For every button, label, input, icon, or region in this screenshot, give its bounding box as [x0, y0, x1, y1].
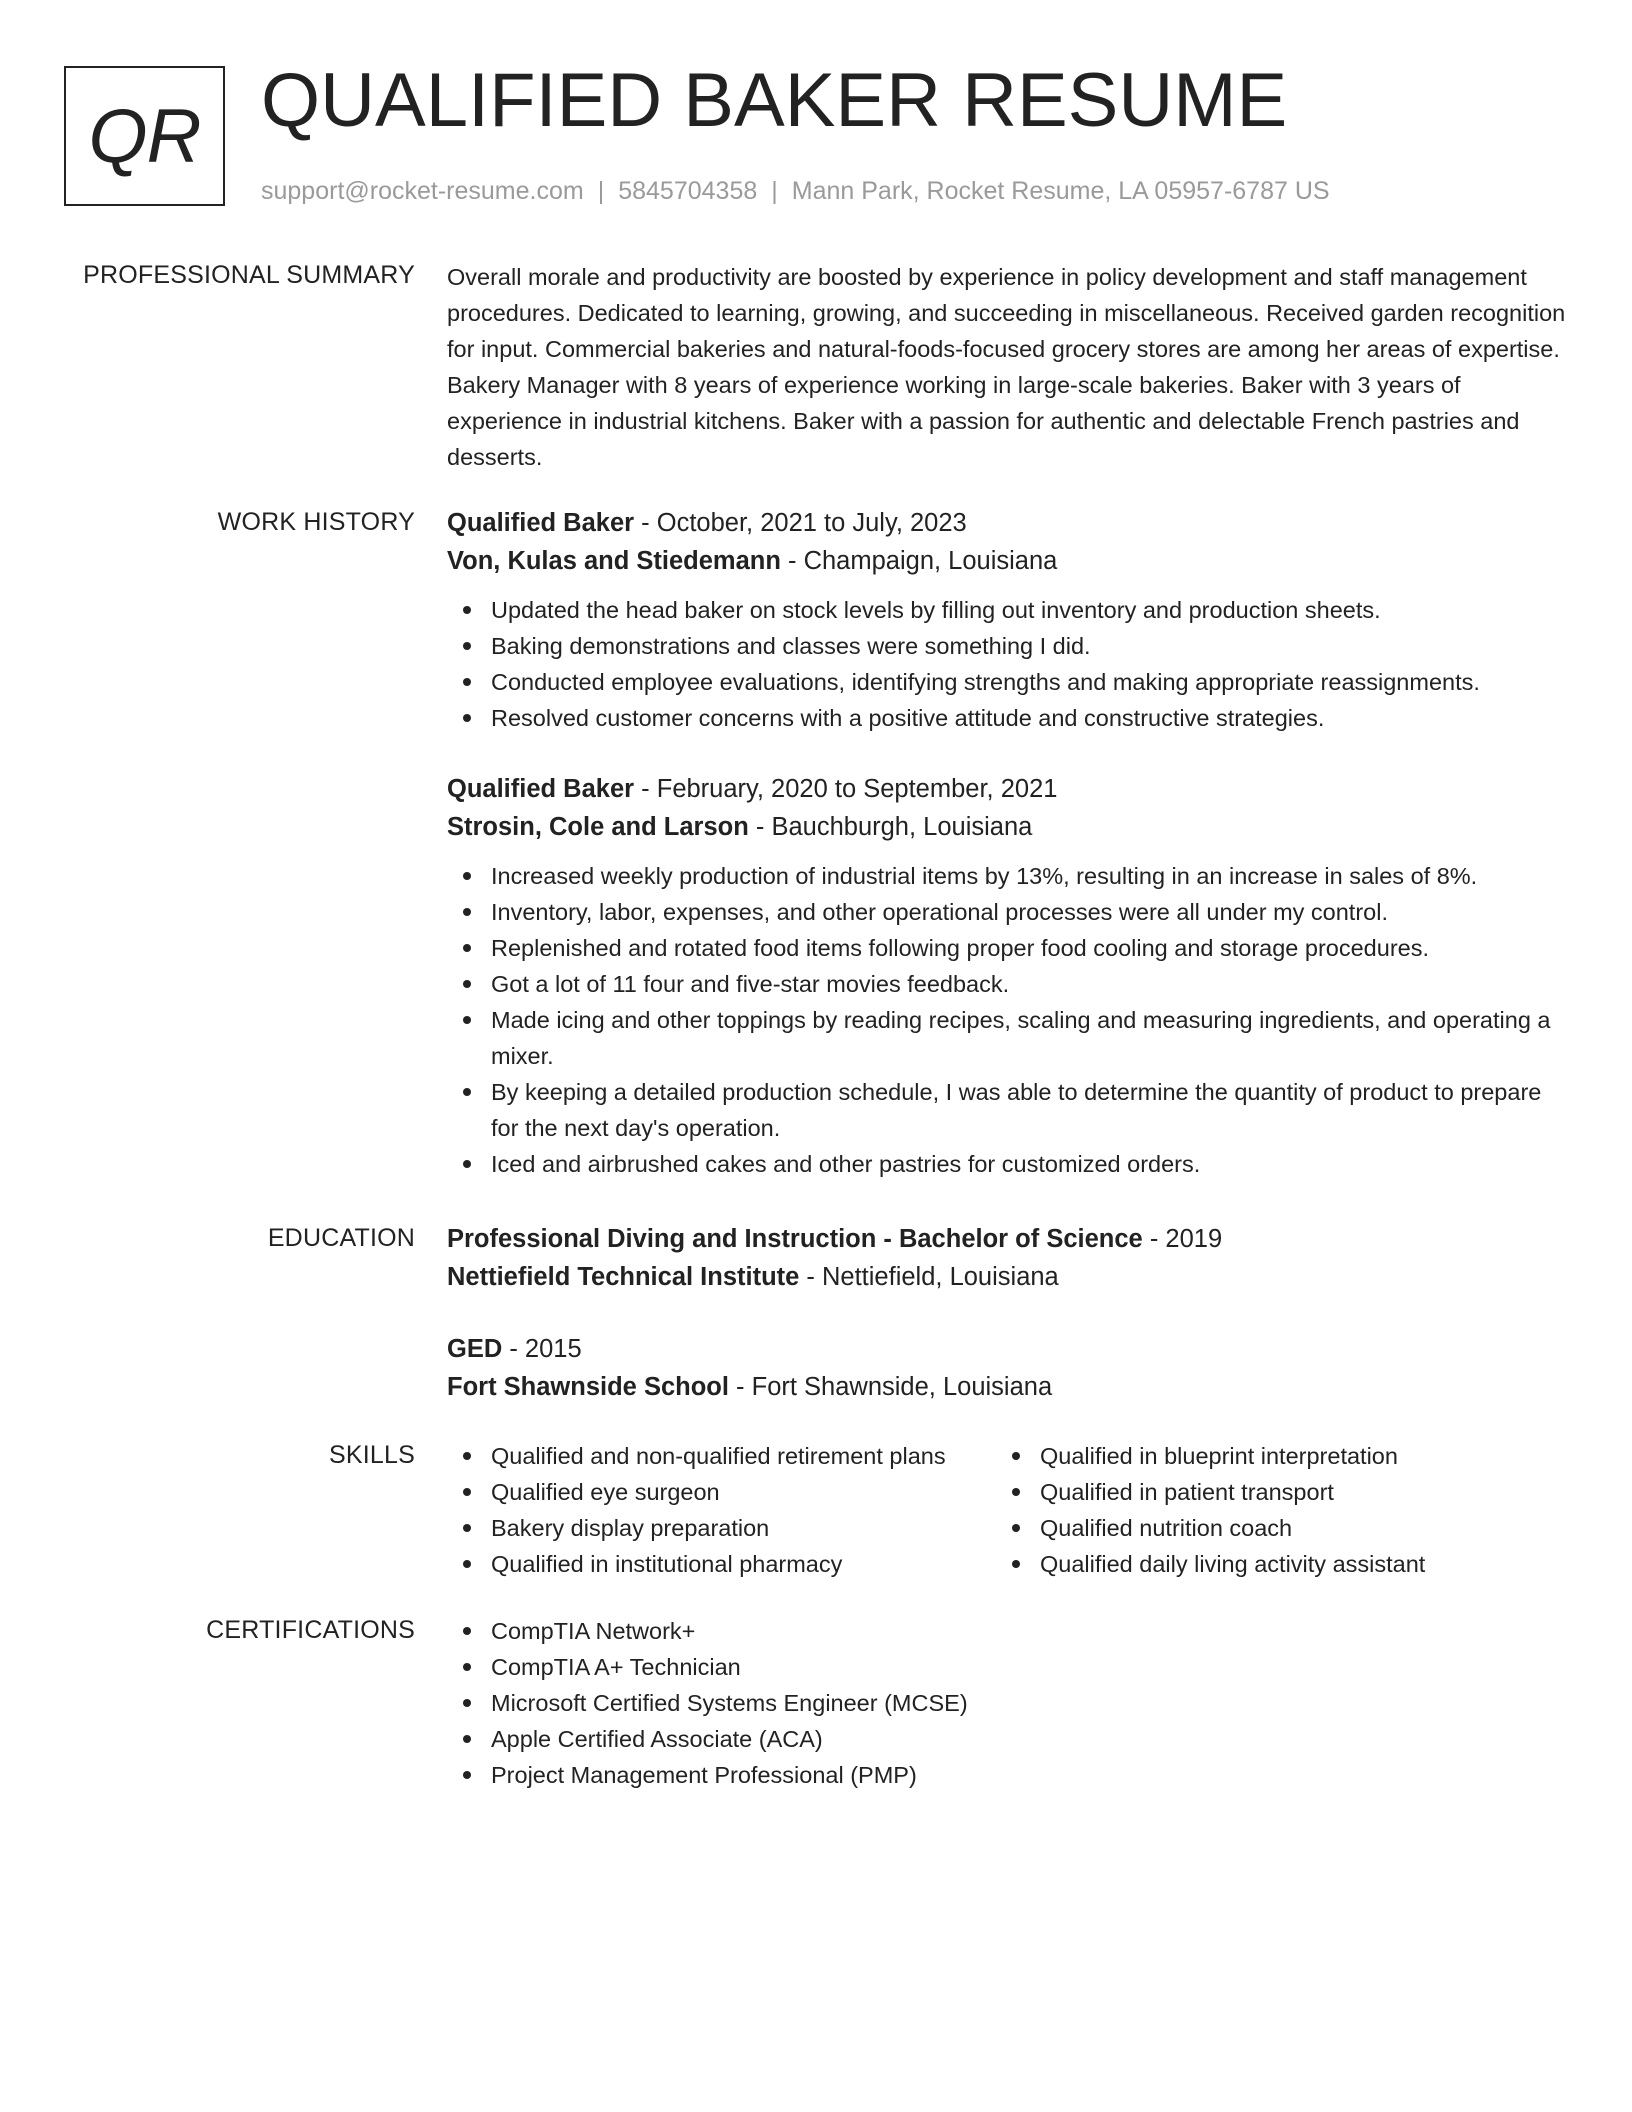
job-bullet: Updated the head baker on stock levels by filling out inventory and production sheets. [447, 592, 1567, 628]
job-bullet: Got a lot of 11 four and five-star movies feedback. [447, 966, 1567, 1002]
job-bullet: Baking demonstrations and classes were something I did. [447, 628, 1567, 664]
resume-title: QUALIFIED BAKER RESUME [261, 58, 1288, 143]
job-bullets [447, 592, 1567, 736]
job-title: Qualified Baker [447, 775, 635, 803]
section-heading: SKILLS [329, 1441, 415, 1469]
job-title-line [447, 504, 1567, 542]
job-location: - Champaign, Louisiana [780, 547, 1058, 575]
job-title: Qualified Baker [447, 509, 635, 537]
certification-item: CompTIA Network+ [447, 1613, 1567, 1649]
school-location: - Nettiefield, Louisiana [799, 1263, 1059, 1291]
skills-list [996, 1438, 1516, 1582]
job-bullet: Conducted employee evaluations, identifying strengths and making appropriate reassignments. [447, 664, 1567, 700]
job-bullet: Increased weekly production of industrial items by 13%, resulting in an increase in sales of 8%. [447, 858, 1567, 894]
contact-line [261, 174, 1330, 208]
job-entry [447, 504, 1567, 736]
job-title-line [447, 770, 1567, 808]
job-company-line [447, 542, 1567, 580]
job-bullet: Inventory, labor, expenses, and other operational processes were all under my control. [447, 894, 1567, 930]
degree-name: GED [447, 1335, 503, 1363]
job-bullet: Made icing and other toppings by reading recipes, scaling and measuring ingredients, and operating a mixer. [447, 1002, 1567, 1074]
job-company: Von, Kulas and Stiedemann [447, 547, 781, 575]
school-line [447, 1368, 1567, 1406]
certification-item: Apple Certified Associate (ACA) [447, 1721, 1567, 1757]
skill-item: Qualified eye surgeon [447, 1474, 996, 1510]
degree-year: - 2015 [502, 1335, 582, 1363]
education-entry [447, 1220, 1567, 1296]
section-heading: CERTIFICATIONS [206, 1616, 415, 1644]
degree-line [447, 1220, 1567, 1258]
certification-item: Microsoft Certified Systems Engineer (MCSE) [447, 1685, 1567, 1721]
contact-email: support@rocket-resume.com [261, 177, 584, 205]
job-dates: - October, 2021 to July, 2023 [634, 509, 967, 537]
job-location: - Bauchburgh, Louisiana [748, 813, 1033, 841]
certification-item: CompTIA A+ Technician [447, 1649, 1567, 1685]
skill-item: Qualified in blueprint interpretation [996, 1438, 1516, 1474]
section-heading: WORK HISTORY [217, 508, 415, 536]
skills-list [447, 1438, 996, 1582]
skill-item: Qualified and non-qualified retirement plans [447, 1438, 996, 1474]
skill-item: Bakery display preparation [447, 1510, 996, 1546]
certification-item: Project Management Professional (PMP) [447, 1757, 1567, 1793]
job-company: Strosin, Cole and Larson [447, 813, 749, 841]
job-dates: - February, 2020 to September, 2021 [634, 775, 1058, 803]
degree-line [447, 1330, 1567, 1368]
skill-item: Qualified daily living activity assistant [996, 1546, 1516, 1582]
monogram-logo: QR [64, 66, 225, 206]
school-location: - Fort Shawnside, Louisiana [728, 1373, 1053, 1401]
skill-item: Qualified in patient transport [996, 1474, 1516, 1510]
contact-separator: | [597, 177, 605, 205]
school-name: Fort Shawnside School [447, 1373, 729, 1401]
job-bullet: Iced and airbrushed cakes and other pastries for customized orders. [447, 1146, 1567, 1182]
job-bullet: Replenished and rotated food items following proper food cooling and storage procedures. [447, 930, 1567, 966]
school-name: Nettiefield Technical Institute [447, 1263, 800, 1291]
contact-address: Mann Park, Rocket Resume, LA 05957-6787 US [791, 177, 1330, 205]
job-entry [447, 770, 1567, 1182]
summary-text: Overall morale and productivity are boosted by experience in policy development and staff management procedures. Dedicated to learning, growing, and succeeding in miscellaneous. Received garden recognition for input. Commercial bakeries and natural-foods-focused grocery stores are among her areas of expertise. Bakery Manager with 8 years of experience working in large-scale bakeries. Baker with 3 years of experience in industrial kitchens. Baker with a passion for authentic and delectable French pastries and desserts. [447, 264, 1566, 470]
section-heading: EDUCATION [267, 1224, 415, 1252]
skill-item: Qualified in institutional pharmacy [447, 1546, 996, 1582]
school-line [447, 1258, 1567, 1296]
degree-year: - 2019 [1142, 1225, 1223, 1253]
education-entry [447, 1330, 1567, 1406]
degree-name: Professional Diving and Instruction - Bachelor of Science [447, 1225, 1143, 1253]
section-heading: PROFESSIONAL SUMMARY [83, 261, 415, 289]
skill-item: Qualified nutrition coach [996, 1510, 1516, 1546]
job-company-line [447, 808, 1567, 846]
contact-separator: | [771, 177, 778, 205]
job-bullet: By keeping a detailed production schedule, I was able to determine the quantity of product to prepare for the next day's operation. [447, 1074, 1567, 1146]
contact-phone: 5845704358 [618, 177, 758, 205]
job-bullets [447, 858, 1567, 1182]
job-bullet: Resolved customer concerns with a positive attitude and constructive strategies. [447, 700, 1567, 736]
certifications-list [447, 1613, 1567, 1793]
